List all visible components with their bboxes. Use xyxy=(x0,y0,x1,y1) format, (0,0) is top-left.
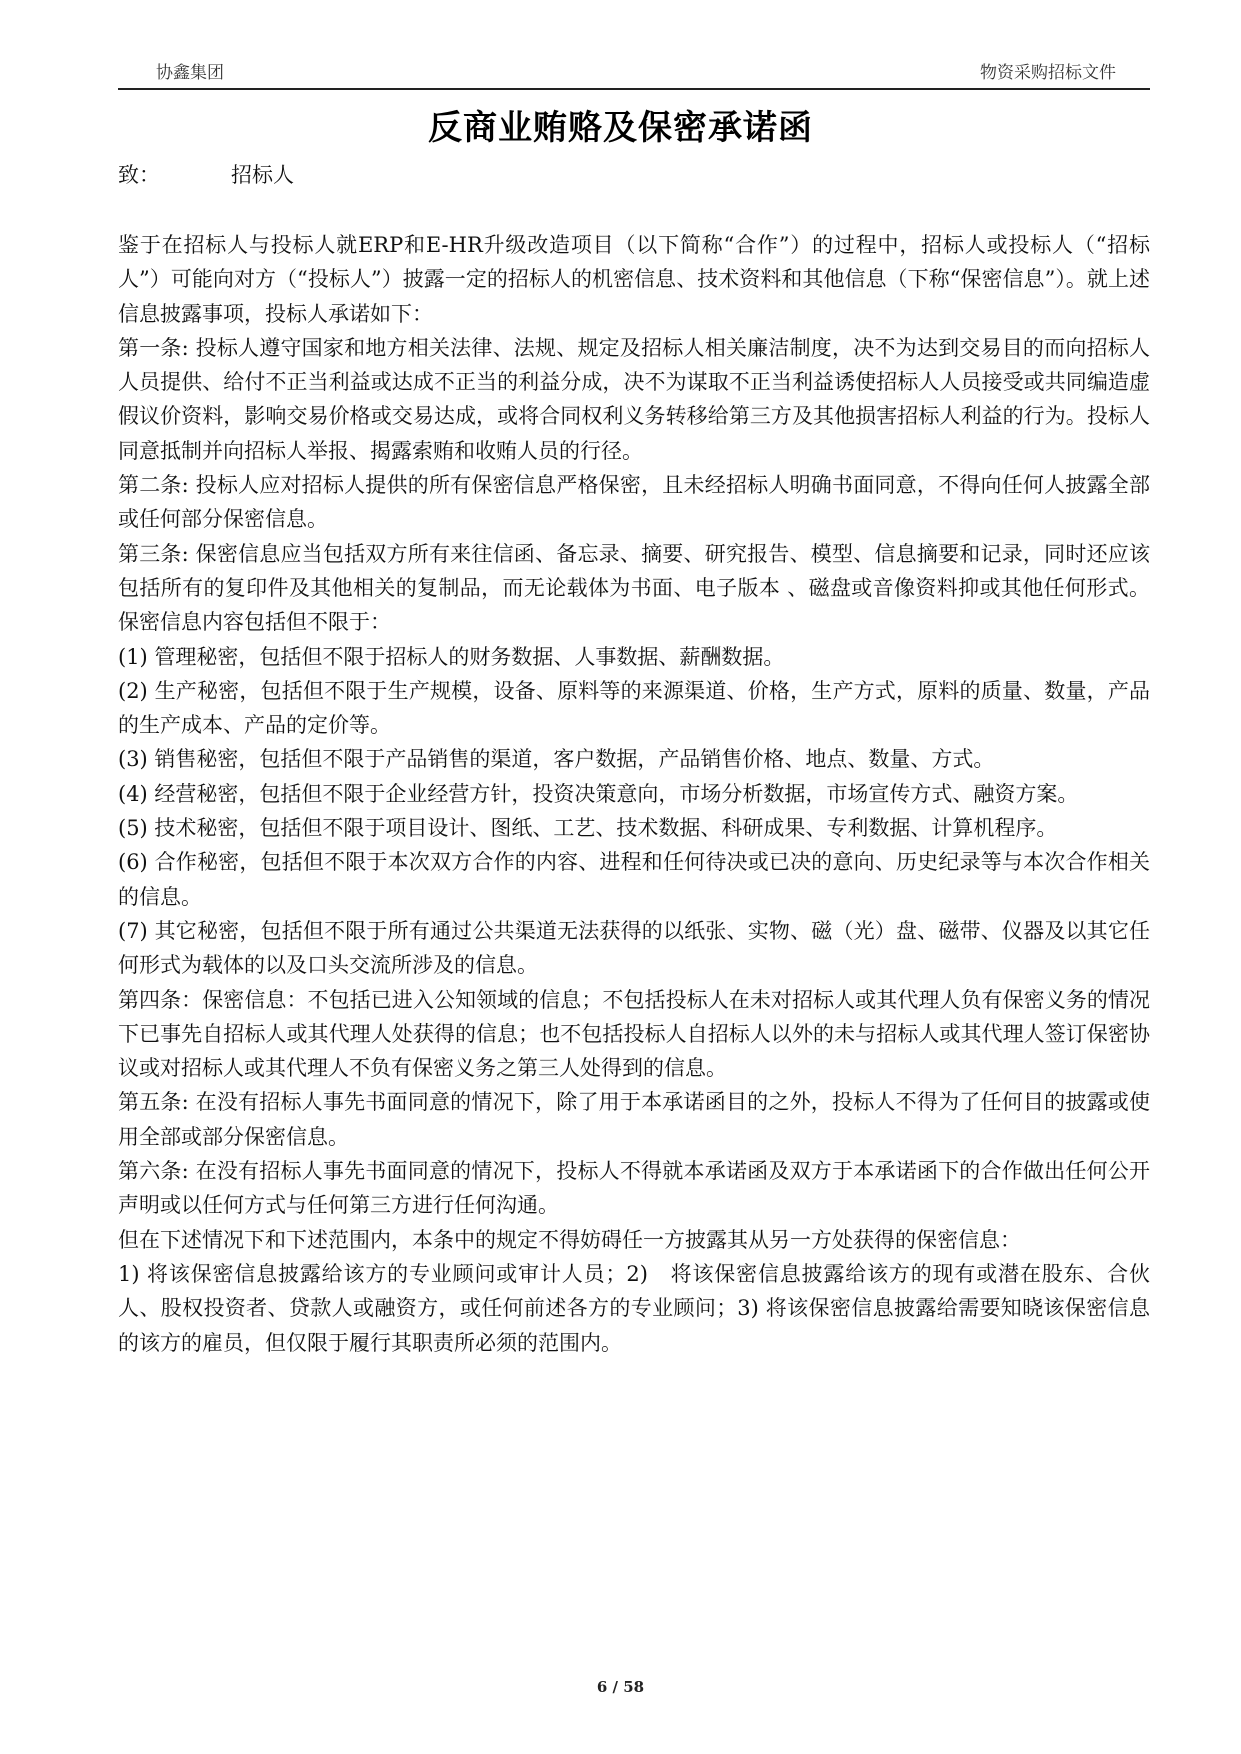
paragraph-exceptions: 1) 将该保密信息披露给该方的专业顾问或审计人员；2) 将该保密信息披露给该方的现有或潜在股东、合伙人、股权投资者、贷款人或融资方，或任何前述各方的专业顾问；3) 将该保密信息披露给需要知晓该保密信息的该方的雇员，但仅限于履行其职责所必须的范围内。 xyxy=(118,1261,1150,1355)
paragraph-item-4: (4) 经营秘密，包括但不限于企业经营方针，投资决策意向，市场分析数据，市场宣传方式、融资方案。 xyxy=(118,781,1079,806)
document-title: 反商业贿赂及保密承诺函 xyxy=(428,108,813,148)
page-number: 6 / 58 xyxy=(596,1678,645,1696)
document-body xyxy=(118,228,1150,1360)
paragraph-item-2: (2) 生产秘密，包括但不限于生产规模，设备、原料等的来源渠道、价格，生产方式，原料的质量、数量，产品的生产成本、产品的定价等。 xyxy=(118,678,1150,738)
paragraph-item-7: (7) 其它秘密，包括但不限于所有通过公共渠道无法获得的以纸张、实物、磁（光）盘、磁带、仪器及以其它任何形式为载体的以及口头交流所涉及的信息。 xyxy=(118,918,1150,978)
paragraph-item-3: (3) 销售秘密，包括但不限于产品销售的渠道，客户数据，产品销售价格、地点、数量、方式。 xyxy=(118,747,995,772)
paragraph-article-2: 第二条: 投标人应对招标人提供的所有保密信息严格保密，且未经招标人明确书面同意，不得向任何人披露全部或任何部分保密信息。 xyxy=(118,473,1150,532)
paragraph-item-6: (6) 合作秘密，包括但不限于本次双方合作的内容、进程和任何待决或已决的意向、历史纪录等与本次合作相关的信息。 xyxy=(118,850,1150,909)
paragraph-article-1: 第一条: 投标人遵守国家和地方相关法律、法规、规定及招标人相关廉洁制度，决不为达到交易目的而向招标人人员提供、给付不正当利益或达成不正当的利益分成，决不为谋取不正当利益诱使招标人人员接受或共同编造虚假议价资料，影响交易价格或交易达成，或将合同权利义务转移给第三方及其他损害招标人利益的行为。投标人同意抵制并向招标人举报、揭露索贿和收贿人员的行径。 xyxy=(118,335,1150,463)
paragraph-article-6: 第六条: 在没有招标人事先书面同意的情况下，投标人不得就本承诺函及双方于本承诺函下的合作做出任何公开声明或以任何方式与任何第三方进行任何沟通。 xyxy=(118,1159,1150,1218)
page-header xyxy=(118,56,1150,90)
paragraph-item-1: (1) 管理秘密，包括但不限于招标人的财务数据、人事数据、薪酬数据。 xyxy=(118,644,785,669)
paragraph-article-4: 第四条：保密信息：不包括已进入公知领域的信息；不包括投标人在未对招标人或其代理人负有保密义务的情况下已事先自招标人或其代理人处获得的信息；也不包括投标人自招标人以外的未与招标人或其代理人签订保密协议或对招标人或其代理人不负有保密义务之第三人处得到的信息。 xyxy=(118,987,1150,1081)
paragraph-intro: 鉴于在招标人与投标人就ERP和E-HR升级改造项目（以下简称“合作”）的过程中，招标人或投标人（“招标人”）可能向对方（“投标人”）披露一定的招标人的机密信息、技术资料和其他信息（下称“保密信息”）。就上述信息披露事项，投标人承诺如下： xyxy=(118,233,1150,326)
paragraph-article-5: 第五条: 在没有招标人事先书面同意的情况下，除了用于本承诺函目的之外，投标人不得为了任何目的披露或使用全部或部分保密信息。 xyxy=(118,1090,1150,1149)
recipient-label: 致： xyxy=(118,163,160,187)
header-company: 协鑫集团 xyxy=(156,63,224,83)
recipient-name: 招标人 xyxy=(231,163,294,187)
paragraph-exception-intro: 但在下述情况下和下述范围内，本条中的规定不得妨碍任一方披露其从另一方处获得的保密信息： xyxy=(118,1227,1021,1252)
header-doc-type: 物资采购招标文件 xyxy=(980,63,1116,83)
paragraph-article-3: 第三条: 保密信息应当包括双方所有来往信函、备忘录、摘要、研究报告、模型、信息摘要和记录，同时还应该包括所有的复印件及其他相关的复制品，而无论载体为书面、电子版本 、磁盘或音像资料抑或其他任何形式。保密信息内容包括但不限于： xyxy=(118,541,1150,635)
recipient-line xyxy=(118,160,294,190)
paragraph-item-5: (5) 技术秘密，包括但不限于项目设计、图纸、工艺、技术数据、科研成果、专利数据、计算机程序。 xyxy=(118,816,1058,841)
